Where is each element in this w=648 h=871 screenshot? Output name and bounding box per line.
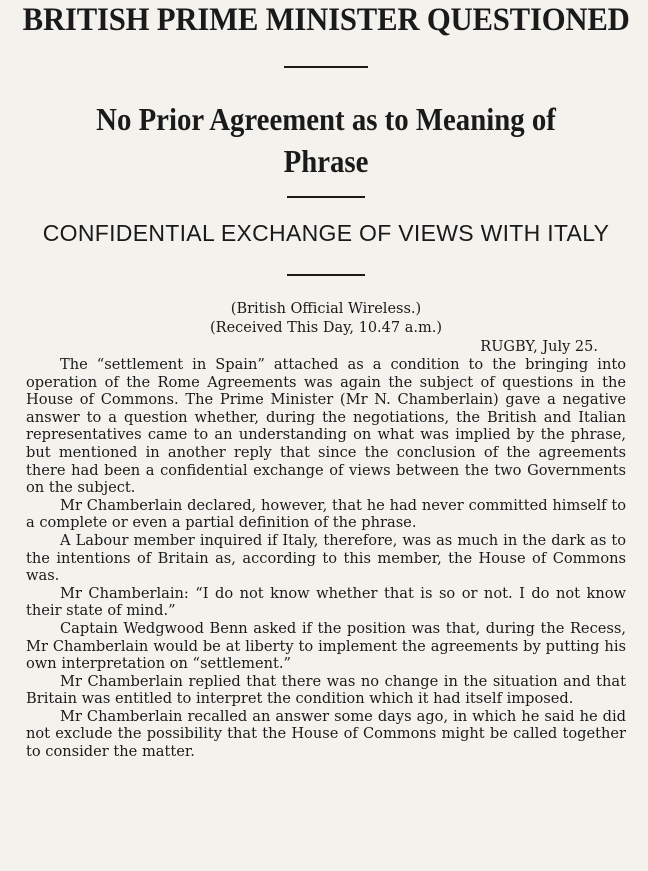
paragraph: The “settlement in Spain” attached as a condition to the bringing into operation of the Rome Agreements was again the subject of questions in the House of Commons. The Prime Minister (Mr N. Chamberlain) gave a negative answer to a question whether, during the negotiations, the British and Italian representatives came to an understanding on what was implied by the phrase, but mentioned in another reply that since the conclusion of the agreements there had been a confidential exchange of views between the two Governments on the subject. (26, 356, 626, 497)
paragraph: Mr Chamberlain recalled an answer some days ago, in which he said he did not exclude the possibility that the House of Commons might be called together to consider the matter. (26, 707, 626, 761)
paragraph: Mr Chamberlain declared, however, that he had never committed himself to a complete or even a partial definition of the phrase. (26, 496, 626, 532)
deck: CONFIDENTIAL EXCHANGE OF VIEWS WITH ITALY (42, 220, 610, 246)
received-time: (Received This Day, 10.47 a.m.) (210, 320, 442, 336)
dateline: RUGBY, July 25. (480, 339, 598, 355)
paragraph: A Labour member inquired if Italy, therefore, was as much in the dark as to the intentions of Britain as, according to this member, the House of Commons was. (26, 531, 626, 585)
headline: BRITISH PRIME MINISTER QUESTIONED (22, 2, 630, 38)
paragraph: Mr Chamberlain: “I do not know whether that is so or not. I do not know their state of mind.” (26, 584, 626, 620)
wire-credit: (British Official Wireless.) (230, 301, 422, 317)
subheadline: No Prior Agreement as to Meaning of Phrase (96, 101, 556, 179)
divider-rule (284, 66, 368, 68)
paragraph: Mr Chamberlain replied that there was no change in the situation and that Britain was entitled to interpret the condition which it had itself imposed. (26, 672, 626, 708)
divider-rule (287, 274, 365, 276)
paragraph: Captain Wedgwood Benn asked if the position was that, during the Recess, Mr Chamberlain would be at liberty to implement the agreements by putting his own interpretation on “settlement.” (26, 619, 626, 673)
article-body (26, 356, 626, 761)
divider-rule (287, 196, 365, 198)
